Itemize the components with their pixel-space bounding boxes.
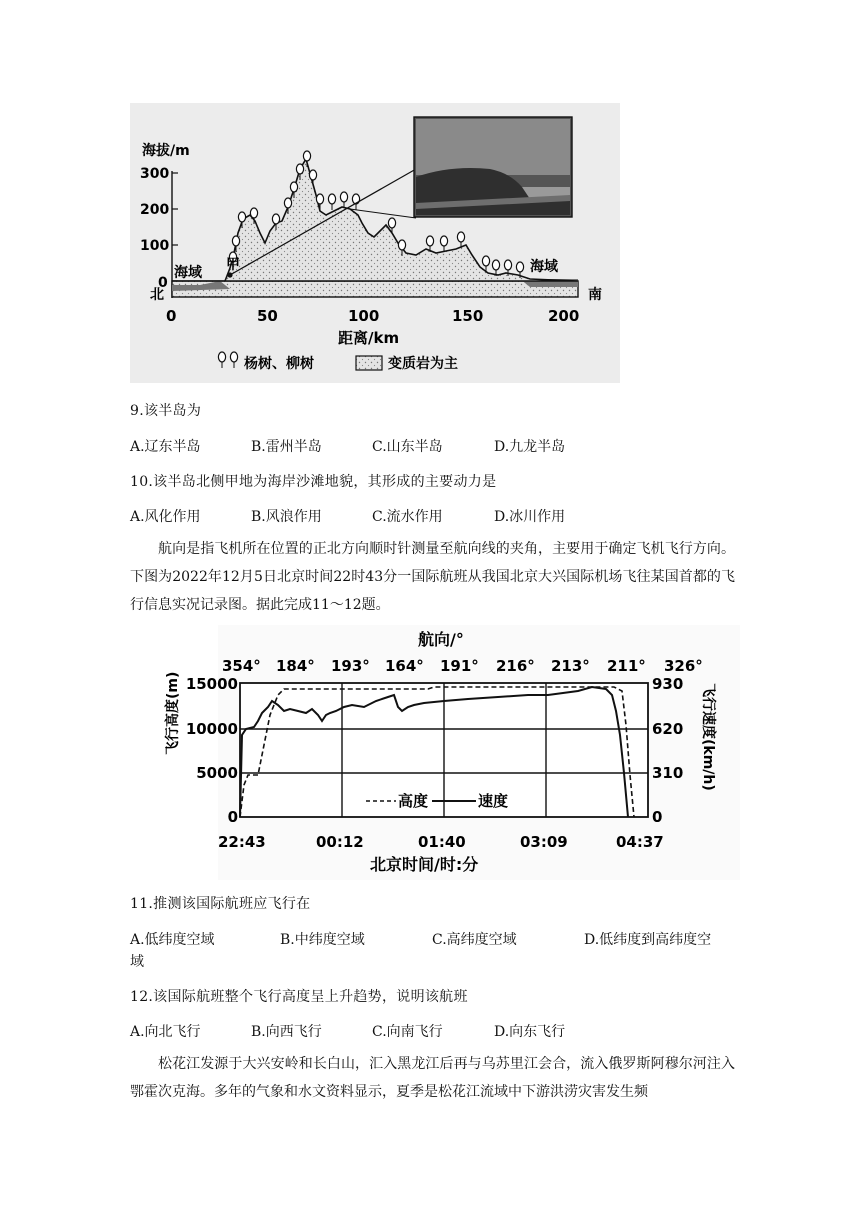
sea-left-label: 海域 xyxy=(174,265,202,281)
sea-right-label: 海域 xyxy=(530,259,558,275)
x-tick-label: 150 xyxy=(452,307,484,325)
right-tick: 0 xyxy=(652,808,663,826)
q9-option-c: C.山东半岛 xyxy=(372,439,443,455)
x-tick: 03:09 xyxy=(520,833,568,851)
heading-value: 191° xyxy=(440,657,479,675)
legend-altitude: 高度 xyxy=(398,792,429,810)
coast-photo xyxy=(414,117,572,217)
legend-rock-label: 变质岩为主 xyxy=(388,356,458,372)
x-tick: 04:37 xyxy=(616,833,664,851)
q10-option-b: B.风浪作用 xyxy=(251,509,322,525)
heading-value: 354° xyxy=(222,657,261,675)
x-tick-label: 100 xyxy=(348,307,380,325)
y-tick-label: 100 xyxy=(140,238,170,254)
north-label: 北 xyxy=(150,287,164,303)
q11-option-d-wrap: 域 xyxy=(130,954,144,970)
q11-stem: 11.推测该国际航班应飞行在 xyxy=(130,896,311,912)
left-axis-label: 飞行高度(m) xyxy=(165,671,181,755)
y-tick-label: 200 xyxy=(140,202,170,218)
south-label: 南 xyxy=(588,287,602,303)
q10-option-a: A.风化作用 xyxy=(130,509,201,525)
x-axis-label: 北京时间/时:分 xyxy=(370,855,479,874)
legend-trees-label: 杨树、柳树 xyxy=(244,356,314,372)
left-tick: 15000 xyxy=(185,675,238,693)
flight-record-figure xyxy=(165,625,740,880)
terrain-profile-figure xyxy=(130,103,620,383)
legend-speed: 速度 xyxy=(478,792,509,810)
passage-heading-intro: 航向是指飞机所在位置的正北方向顺时针测量至航向线的夹角，主要用于确定飞机飞行方向。下图为2022年12月5日北京时间22时43分一国际航班从我国北京大兴国际机场飞往某国首都的飞行信息实况记录图。据此完成11～12题。 xyxy=(130,541,735,613)
q12-option-a: A.向北飞行 xyxy=(130,1024,201,1040)
left-tick: 5000 xyxy=(196,764,238,782)
q11-option-b: B.中纬度空域 xyxy=(280,932,365,948)
x-tick-label: 200 xyxy=(548,307,580,325)
heading-value: 211° xyxy=(607,657,646,675)
passage-songhua-river: 松花江发源于大兴安岭和长白山，汇入黑龙江后再与乌苏里江会合，流入俄罗斯阿穆尔河注入鄂霍次克海。多年的气象和水文资料显示，夏季是松花江流域中下游洪涝灾害发生频 xyxy=(130,1056,735,1100)
q12-option-c: C.向南飞行 xyxy=(372,1024,443,1040)
q12-stem: 12.该国际航班整个飞行高度呈上升趋势，说明该航班 xyxy=(130,989,468,1005)
x-tick: 00:12 xyxy=(316,833,364,851)
figure1-legend xyxy=(218,352,458,372)
x-tick-label: 50 xyxy=(257,307,278,325)
q12-option-d: D.向东飞行 xyxy=(494,1024,566,1040)
q11-option-a: A.低纬度空域 xyxy=(130,932,215,948)
right-tick: 620 xyxy=(652,720,684,738)
q10-option-d: D.冰川作用 xyxy=(494,509,566,525)
point-jia-label: 甲 xyxy=(226,257,240,273)
heading-value: 164° xyxy=(385,657,424,675)
right-axis-label: 飞行速度(km/h) xyxy=(700,683,716,791)
right-tick: 310 xyxy=(652,764,684,782)
q11-option-c: C.高纬度空域 xyxy=(432,932,517,948)
left-tick: 0 xyxy=(227,808,238,826)
y-axis-label: 海拔/m xyxy=(142,143,190,159)
heading-value: 213° xyxy=(551,657,590,675)
q9-option-b: B.雷州半岛 xyxy=(251,439,322,455)
x-tick-label: 0 xyxy=(166,307,177,325)
q9-option-d: D.九龙半岛 xyxy=(494,439,566,455)
heading-value: 326° xyxy=(664,657,703,675)
q10-option-c: C.流水作用 xyxy=(372,509,443,525)
left-tick: 10000 xyxy=(185,720,238,738)
heading-title: 航向/° xyxy=(418,630,464,649)
y-tick-label: 300 xyxy=(140,166,170,182)
q9-option-a: A.辽东半岛 xyxy=(130,439,201,455)
x-axis-label: 距离/km xyxy=(338,329,400,347)
q11-option-d: D.低纬度到高纬度空 xyxy=(584,932,712,948)
q12-option-b: B.向西飞行 xyxy=(251,1024,322,1040)
heading-value: 216° xyxy=(496,657,535,675)
q9-stem: 9.该半岛为 xyxy=(130,403,202,419)
heading-value: 184° xyxy=(276,657,315,675)
q10-stem: 10.该半岛北侧甲地为海岸沙滩地貌，其形成的主要动力是 xyxy=(130,474,497,490)
x-tick: 22:43 xyxy=(218,833,266,851)
y-tick-label: 0 xyxy=(158,275,168,291)
right-tick: 930 xyxy=(652,675,684,693)
heading-value: 193° xyxy=(331,657,370,675)
x-tick: 01:40 xyxy=(418,833,466,851)
